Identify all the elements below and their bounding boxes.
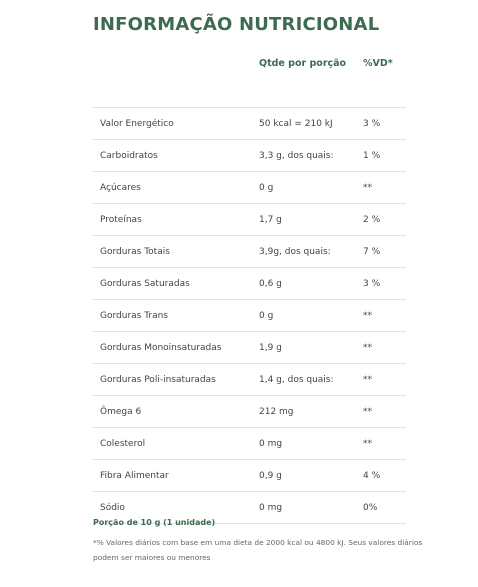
nutrient-quantity: 0,6 g — [259, 268, 363, 300]
nutrient-name: Gorduras Poli-insaturadas — [93, 364, 259, 396]
portion-size: Porção de 10 g (1 unidade) — [93, 518, 216, 527]
nutrient-name: Sódio — [93, 492, 259, 524]
table-row — [93, 140, 406, 172]
nutrient-daily-value: ** — [363, 428, 406, 460]
nutrient-name: Colesterol — [93, 428, 259, 460]
nutrient-name: Valor Energético — [93, 108, 259, 140]
nutrient-quantity: 0 g — [259, 300, 363, 332]
table-row — [93, 172, 406, 204]
table-row — [93, 268, 406, 300]
table-row — [93, 428, 406, 460]
nutrient-daily-value: 2 % — [363, 204, 406, 236]
nutrient-daily-value: ** — [363, 300, 406, 332]
nutrient-name: Ômega 6 — [93, 396, 259, 428]
nutrient-quantity: 3,9g, dos quais: — [259, 236, 363, 268]
nutrient-daily-value: 3 % — [363, 268, 406, 300]
nutrient-daily-value: 1 % — [363, 140, 406, 172]
nutrient-quantity: 1,9 g — [259, 332, 363, 364]
nutrient-daily-value: ** — [363, 396, 406, 428]
table-row — [93, 396, 406, 428]
nutrient-quantity: 0 g — [259, 172, 363, 204]
header-quantity: Qtde por porção — [259, 57, 347, 69]
header-daily-value: %VD* — [363, 57, 393, 69]
nutrient-quantity: 0 mg — [259, 428, 363, 460]
nutrient-daily-value: 4 % — [363, 460, 406, 492]
nutrient-daily-value: 7 % — [363, 236, 406, 268]
table-header-row — [93, 52, 406, 74]
nutrition-table-body — [93, 74, 406, 524]
table-row — [93, 300, 406, 332]
table-row — [93, 332, 406, 364]
nutrient-name: Gorduras Saturadas — [93, 268, 259, 300]
nutrient-quantity: 3,3 g, dos quais: — [259, 140, 363, 172]
header-nutrient — [93, 52, 259, 74]
nutrient-name: Carboidratos — [93, 140, 259, 172]
table-row — [93, 236, 406, 268]
nutrient-daily-value: ** — [363, 364, 406, 396]
nutrient-quantity: 0 mg — [259, 492, 363, 524]
nutrient-name: Fibra Alimentar — [93, 460, 259, 492]
table-row — [93, 108, 406, 140]
nutrition-table — [93, 52, 406, 524]
nutrient-quantity: 1,4 g, dos quais: — [259, 364, 363, 396]
nutrient-name: Proteínas — [93, 204, 259, 236]
nutrient-name: Gorduras Trans — [93, 300, 259, 332]
nutrient-name: Gorduras Monoinsaturadas — [93, 332, 259, 364]
nutrient-daily-value: ** — [363, 172, 406, 204]
table-row — [93, 204, 406, 236]
nutrient-name: Gorduras Totais — [93, 236, 259, 268]
nutrient-daily-value: 3 % — [363, 108, 406, 140]
table-row — [93, 460, 406, 492]
table-row — [93, 364, 406, 396]
nutrient-daily-value: ** — [363, 332, 406, 364]
page-title: INFORMAÇÃO NUTRICIONAL — [93, 14, 380, 35]
nutrient-quantity: 50 kcal = 210 kJ — [259, 108, 363, 140]
nutrient-quantity: 0,9 g — [259, 460, 363, 492]
nutrient-quantity: 1,7 g — [259, 204, 363, 236]
table-spacer-row — [93, 74, 406, 108]
nutrient-daily-value: 0% — [363, 492, 406, 524]
footnote: *% Valores diários com base em uma dieta de 2000 kcal ou 4800 kJ. Seus valores diários podem ser maiores ou menores — [93, 538, 423, 562]
nutrient-quantity: 212 mg — [259, 396, 363, 428]
nutrient-name: Açúcares — [93, 172, 259, 204]
